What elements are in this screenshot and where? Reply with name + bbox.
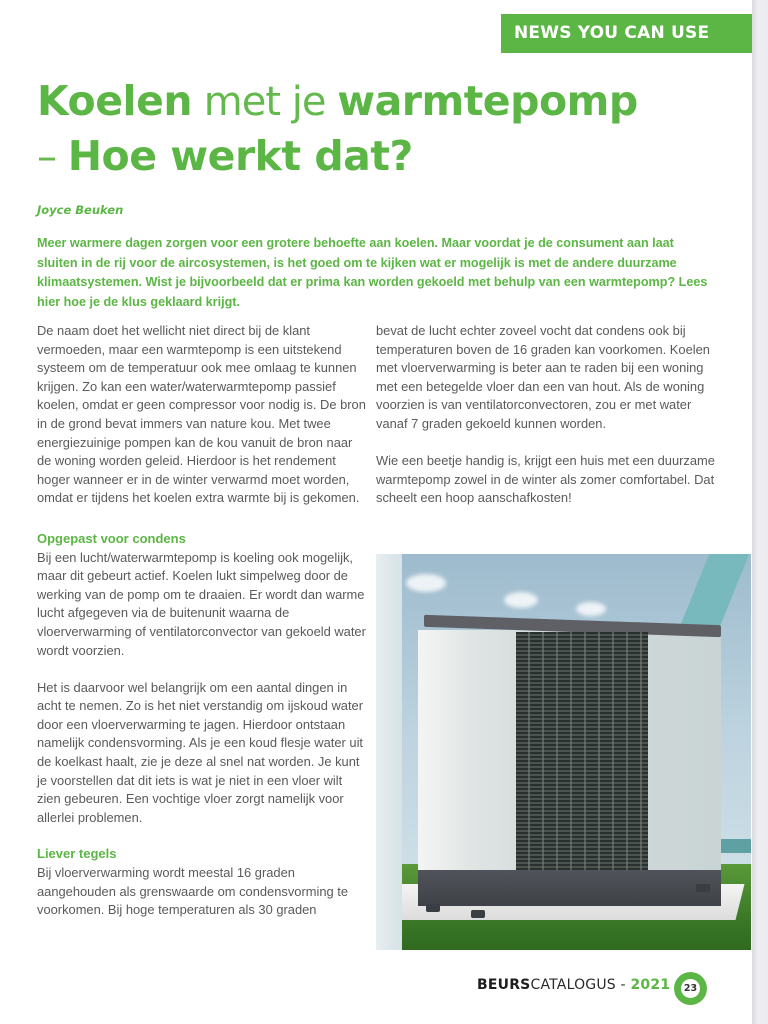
title-koelen: Koelen <box>37 77 193 125</box>
title-hoe-werkt-dat: Hoe werkt dat? <box>67 132 413 180</box>
cloud-reflection <box>504 592 538 608</box>
body-paragraph: Bij vloerverwarming wordt meestal 16 graden aangehouden als grenswaarde om condensvorming te voorkomen. Bij hoge temperaturen als 30 graden <box>37 865 349 918</box>
heat-pump-foot <box>696 884 710 892</box>
section-tag: NEWS YOU CAN USE <box>501 14 752 53</box>
body-paragraph: De naam doet het wellicht niet direct bij de klant vermoeden, maar een warmtepomp is een uitstekend systeem om de temperatuur ook mee omlaag te kunnen krijgen. Zo kan een water/waterwarmtepomp passief koelen, omdat er geen compressor voor nodig is. De bron in de grond bevat immers van nature kou. Met twee energiezuinige pompen kan de kou vanuit de bron naar de woning worden geleid. Hierdoor is het rendement hoger wanneer er in de winter verwarmd moet worden, omdat er tijdens het koelen extra warmte bij is gekomen. <box>37 323 366 506</box>
subheading-condens: Opgepast voor condens <box>37 530 186 546</box>
fan-grille-bars <box>516 632 648 872</box>
heat-pump-side-panel <box>418 630 468 870</box>
heat-pump-photo <box>376 554 751 950</box>
footer-year: 2021 <box>630 977 671 993</box>
body-paragraph: bevat de lucht echter zoveel vocht dat condens ook bij temperaturen boven de 16 graden kan voorkomen. Koelen met vloerverwarming is beter aan te raden bij een woning met een betegelde vloer dan een van hout. Als de woning voorzien is van ventilatorconvectoren, zou er met water vanaf 7 graden gekoeld kunnen worden. <box>376 323 710 431</box>
cloud-reflection <box>406 574 446 592</box>
author-byline: Joyce Beuken <box>37 203 124 217</box>
subheading-tegels: Liever tegels <box>37 846 117 862</box>
wall-corner <box>376 554 402 950</box>
footer-brand <box>477 977 670 993</box>
right-column <box>376 322 716 527</box>
heat-pump-foot <box>426 904 440 912</box>
cloud-reflection <box>576 602 606 616</box>
body-paragraph: Bij een lucht/waterwarmtepomp is koeling ook mogelijk, maar dit gebeurt actief. Koelen lukt simpelweg door de werking van de pomp om te draaien. Er wordt dan warme lucht afgegeven via de buitenunit waarna de vloerverwarming of ventilatorconvector van gekoeld water wordt voorzien. <box>37 549 366 658</box>
page-edge-shadow <box>752 0 768 1024</box>
article-title <box>37 74 727 184</box>
heat-pump-base <box>418 870 721 906</box>
page-number: 23 <box>681 979 700 998</box>
footer-brand-regular: CATALOGUS <box>530 977 616 993</box>
footer-separator: - <box>615 977 631 993</box>
body-paragraph: Het is daarvoor wel belangrijk om een aantal dingen in acht te nemen. Zo is het niet verstandig om ijskoud water door een vloerverwarming te jagen. Hierdoor ontstaan namelijk condensvorming. Als je een koud flesje water uit de koelkast haalt, zie je deze al snel nat worden. Je kunt je voorstellen dat dit iets is wat je niet in een vloer wilt zien gebeuren. Een vochtige vloer zorgt namelijk voor allerlei problemen. <box>37 679 364 825</box>
footer-brand-bold: BEURS <box>477 977 531 993</box>
title-met-je: met je <box>192 79 338 125</box>
page-number-badge <box>674 972 707 1005</box>
lead-paragraph: Meer warmere dagen zorgen voor een grotere behoefte aan koelen. Maar voordat je de consument aan laat sluiten in de rij voor de aircosystemen, is het goed om te kijken wat er mogelijk is met de andere duurzame klimaatsystemen. Wist je bijvoorbeeld dat er prima kan worden gekoeld met behulp van een warmtepomp? Lees hier hoe je de klus geklaard krijgt. <box>37 236 708 309</box>
heat-pump-foot <box>471 910 485 918</box>
title-warmtepomp: warmtepomp <box>337 77 638 125</box>
body-paragraph: Wie een beetje handig is, krijgt een huis met een duurzame warmtepomp zowel in de winter als zomer comfortabel. Dat scheelt een hoop aanschafkosten! <box>376 453 715 506</box>
title-dash: – <box>37 134 68 180</box>
left-column <box>37 322 367 920</box>
